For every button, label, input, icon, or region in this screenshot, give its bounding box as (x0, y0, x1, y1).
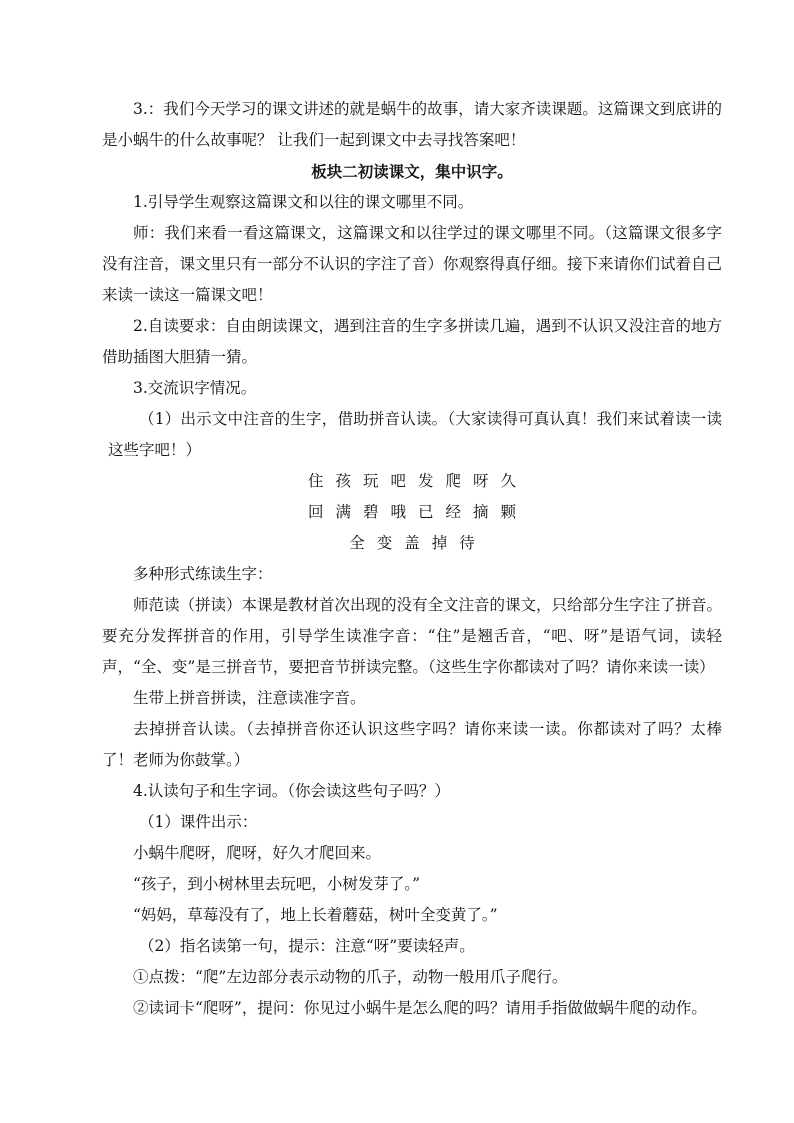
char: 满 (335, 503, 351, 521)
char: 经 (445, 503, 462, 521)
char-row-3 (102, 528, 722, 559)
paragraph-practice: 多种形式练读生字： (133, 565, 273, 583)
paragraph-step2: 2.自读要求：自由朗读课文，遇到注音的生字多拼读几遍，遇到不认识又没注音的地方借助插图大胆猜一猜。 (102, 317, 722, 366)
char: 已 (418, 503, 434, 521)
char: 颗 (500, 503, 517, 521)
char-row-1 (102, 466, 722, 497)
paragraph-step4: 4.认读句子和生字词。（你会读这些句子吗？） (133, 782, 451, 800)
paragraph-model-reading: 师范读（拼读）本课是教材首次出现的没有全文注音的课文，只给部分生字注了拼音。要充分发挥拼音的作用，引导学生读准字音：“住”是翘舌音，“吧、呀”是语气词，读轻声，“全、变”是三拼音节，要把音节拼读完整。（这些生字你都读对了吗？请你来读一读） (102, 596, 723, 676)
paragraph-step3: 3.交流识字情况。 (133, 379, 257, 397)
paragraph-step4-2: （2）指名读第一句，提示：注意“呀”要读轻声。 (139, 937, 475, 955)
char: 回 (307, 503, 324, 521)
char: 住 (307, 472, 324, 490)
paragraph-student-reading: 生带上拼音拼读，注意读准字音。 (133, 689, 366, 707)
char: 碧 (362, 503, 379, 521)
char-row-2 (102, 497, 722, 528)
char: 待 (459, 534, 475, 552)
paragraph-hint-1: ①点拨：“爬”左边部分表示动物的爪子，动物一般用爪子爬行。 (133, 968, 568, 986)
char: 呀 (473, 472, 489, 490)
char: 盖 (404, 534, 420, 552)
char: 哦 (390, 503, 406, 521)
section-heading: 板块二初读课文，集中识字。 (311, 162, 513, 181)
paragraph-teacher: 师：我们来看一看这篇课文，这篇课文和以往学过的课文哪里不同。（这篇课文很多字没有注音，课文里只有一部分不认识的字注了音）你观察得真仔细。接下来请你们试着自己来读一读这一篇课文吧！ (102, 224, 723, 304)
char: 爬 (445, 472, 462, 490)
document-body (102, 94, 722, 1024)
paragraph-step4-1: （1）课件出示： (139, 813, 258, 831)
char: 变 (376, 534, 393, 552)
paragraph-intro: 3.：我们今天学习的课文讲述的就是蜗牛的故事，请大家齐读课题。这篇课文到底讲的是小蜗牛的什么故事呢？ 让我们一起到课文中去寻找答案吧！ (102, 100, 722, 149)
char: 玩 (362, 472, 379, 490)
sentence-3: “妈妈，草莓没有了，地上长着蘑菇，树叶全变黄了。” (133, 906, 498, 924)
char: 掉 (431, 534, 448, 552)
sentence-2: “孩子，到小树林里去玩吧，小树发芽了。” (133, 875, 421, 893)
char: 孩 (335, 472, 351, 490)
paragraph-no-pinyin: 去掉拼音认读。（去掉拼音你还认识这些字吗？请你来读一读。你都读对了吗？太棒了！老师为你鼓掌。） (102, 720, 722, 769)
paragraph-step3-1: （1）出示文中注音的生字，借助拼音认读。（大家读得可真认真！我们来试着读一读这些字吧！） (108, 410, 722, 459)
char: 久 (500, 472, 517, 490)
char: 发 (418, 472, 434, 490)
char: 摘 (473, 503, 489, 521)
sentence-1: 小蜗牛爬呀，爬呀，好久才爬回来。 (133, 844, 382, 862)
char: 全 (349, 534, 365, 552)
paragraph-step1: 1.引导学生观察这篇课文和以往的课文哪里不同。 (133, 193, 474, 211)
char: 吧 (390, 472, 406, 490)
paragraph-hint-2: ②读词卡“爬呀”，提问：你见过小蜗牛是怎么爬的吗？请用手指做做蜗牛爬的动作。 (133, 999, 707, 1017)
